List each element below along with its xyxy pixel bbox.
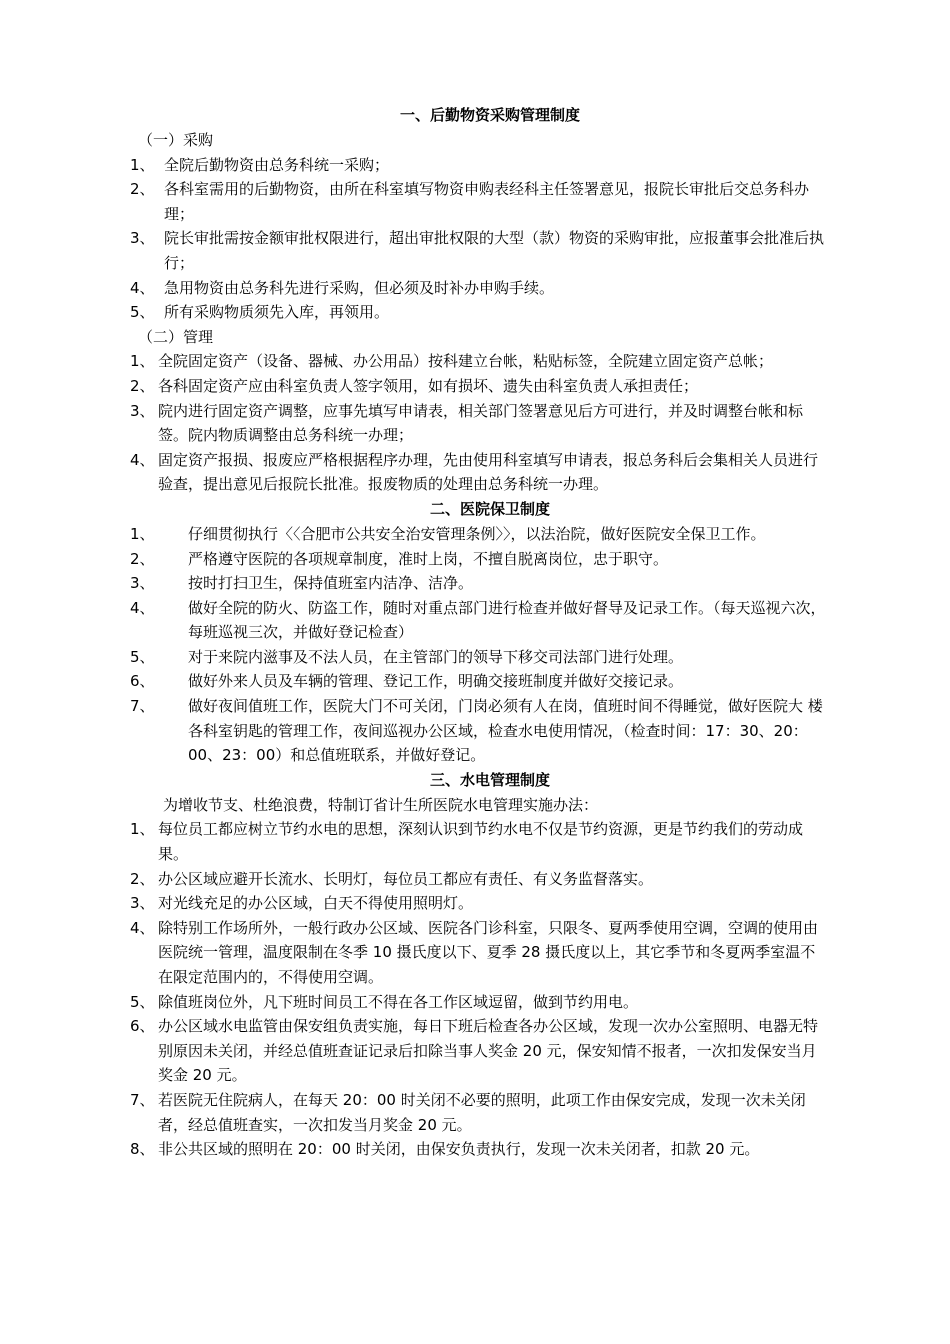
item-text: 各科室需用的后勤物资，由所在科室填写物资申购表经科主任签署意见，报院长审批后交总务科办理；	[164, 180, 810, 223]
list-item	[130, 596, 830, 645]
item-number: 5、	[130, 992, 155, 1011]
item-number: 4、	[130, 278, 155, 297]
item-text: 全院后勤物资由总务科统一采购；	[164, 155, 390, 174]
item-text: 对光线充足的办公区域，白天不得使用照明灯。	[158, 894, 474, 913]
item-text: 对于来院内滋事及不法人员，在主管部门的领导下移交司法部门进行处理。	[188, 647, 684, 666]
list-item	[130, 694, 830, 768]
item-number: 7、	[130, 697, 155, 716]
item-text: 做好夜间值班工作，医院大门不可关闭，门岗必须有人在岗，值班时间不得睡觉，做好医院大 楼各科室钥匙的管理工作，夜间巡视办公区域，检查水电使用情况，（检查时间：17：30、20：00、23：00）和总值班联系，并做好登记。	[188, 697, 823, 765]
item-number: 1、	[130, 155, 155, 174]
item-text: 非公共区域的照明在 20：00 时关闭，由保安负责执行，发现一次未关闭者，扣款 20 元。	[158, 1140, 760, 1159]
section-title: 三、水电管理制度	[429, 770, 550, 789]
item-text: 各科固定资产应由科室负责人签字领用，如有损坏、遗失由科室负责人承担责任；	[158, 376, 699, 395]
item-text: 仔细贯彻执行〈〈合肥市公共安全治安管理条例〉〉，以法治院，做好医院安全保卫工作。	[188, 524, 766, 543]
section-intro: 为增收节支、杜绝浪费，特制订省计生所医院水电管理实施办法：	[163, 795, 599, 814]
list-item	[130, 522, 830, 547]
item-number: 6、	[130, 672, 155, 691]
item-number: 2、	[130, 549, 155, 568]
item-number: 1、	[130, 820, 155, 839]
item-text: 若医院无住院病人，在每天 20：00 时关闭不必要的照明，此项工作由保安完成，发现一次未关闭者，经总值班查实，一次扣发当月奖金 20 元。	[158, 1090, 806, 1134]
item-text: 固定资产报损、报废应严格根据程序办理，先由使用科室填写申请表，报总务科后会集相关人员进行验查，提出意见后报院长批准。报废物质的处理由总务科统一办理。	[158, 450, 819, 494]
item-number: 1、	[130, 524, 155, 543]
subsection-label: （一）采购	[138, 131, 214, 149]
list-item	[130, 817, 830, 866]
item-number: 3、	[130, 401, 155, 420]
list-item	[130, 1088, 830, 1137]
item-number: 7、	[130, 1090, 155, 1109]
item-text: 办公区域应避开长流水、长明灯，每位员工都应有责任、有义务监督落实。	[158, 869, 654, 888]
list-item	[130, 916, 830, 990]
list-item	[130, 300, 830, 325]
item-number: 5、	[130, 303, 155, 322]
item-number: 4、	[130, 598, 155, 617]
item-text: 严格遵守医院的各项规章制度，准时上岗，不擅自脱离岗位，忠于职守。	[188, 549, 669, 568]
item-number: 1、	[130, 352, 155, 371]
list-item	[130, 276, 830, 301]
list-item	[130, 547, 830, 572]
item-text: 除值班岗位外，凡下班时间员工不得在各工作区域逗留，做到节约用电。	[158, 992, 639, 1011]
subsection-label: （二）管理	[138, 327, 214, 346]
list-item	[130, 448, 830, 497]
item-number: 2、	[130, 869, 155, 888]
list-item	[130, 867, 830, 892]
item-number: 3、	[130, 894, 155, 913]
item-text: 院长审批需按金额审批权限进行，超出审批权限的大型（款）物资的采购审批，应报董事会批准后执行；	[164, 229, 825, 272]
item-text: 办公区域水电监管由保安组负责实施，每日下班后检查各办公区域，发现一次办公室照明、电器无特别原因未关闭，并经总值班查证记录后扣除当事人奖金 20 元，保安知情不报者，一次扣发保安当月奖金 20 元。	[158, 1017, 819, 1085]
item-number: 8、	[130, 1140, 155, 1159]
list-item	[130, 399, 830, 448]
item-number: 2、	[130, 180, 155, 199]
list-item	[130, 669, 830, 694]
item-number: 6、	[130, 1017, 155, 1036]
list-item	[130, 1014, 830, 1088]
item-number: 3、	[130, 229, 155, 248]
item-number: 3、	[130, 574, 155, 593]
item-number: 5、	[130, 647, 155, 666]
item-text: 急用物资由总务科先进行采购，但必须及时补办申购手续。	[164, 278, 555, 297]
list-item	[130, 349, 830, 374]
list-item	[130, 571, 830, 596]
list-item	[130, 177, 830, 226]
item-text: 每位员工都应树立节约水电的思想，深刻认识到节约水电不仅是节约资源，更是节约我们的劳动成果。	[158, 820, 804, 864]
section-title: 一、后勤物资采购管理制度	[399, 106, 580, 124]
list-item	[130, 1137, 830, 1162]
list-item	[130, 990, 830, 1015]
item-text: 所有采购物质须先入库，再领用。	[164, 303, 390, 322]
item-number: 4、	[130, 450, 155, 469]
list-item	[130, 645, 830, 670]
item-number: 4、	[130, 918, 155, 937]
list-item	[130, 153, 830, 178]
item-text: 院内进行固定资产调整，应事先填写申请表，相关部门签署意见后方可进行，并及时调整台帐和标签。院内物质调整由总务科统一办理；	[158, 401, 804, 445]
list-item	[130, 374, 830, 399]
list-item	[130, 891, 830, 916]
item-text: 按时打扫卫生，保持值班室内洁净、洁净。	[188, 574, 474, 593]
section-title: 二、医院保卫制度	[429, 499, 550, 518]
item-number: 2、	[130, 376, 155, 395]
item-text: 做好全院的防火、防盗工作，随时对重点部门进行检查并做好督导及记录工作。（每天巡视六次，每班巡视三次，并做好登记检查）	[188, 598, 826, 642]
item-text: 全院固定资产（设备、器械、办公用品）按科建立台帐，粘贴标签，全院建立固定资产总帐；	[158, 352, 774, 371]
item-text: 除特别工作场所外，一般行政办公区域、医院各门诊科室，只限冬、夏两季使用空调，空调的使用由医院统一管理，温度限制在冬季 10 摄氏度以下、夏季 28 摄氏度以上，其它季节和冬夏两季室温不在限定范围内的，不得使用空调。	[158, 918, 819, 986]
item-text: 做好外来人员及车辆的管理、登记工作，明确交接班制度并做好交接记录。	[188, 672, 684, 691]
list-item	[130, 226, 830, 275]
